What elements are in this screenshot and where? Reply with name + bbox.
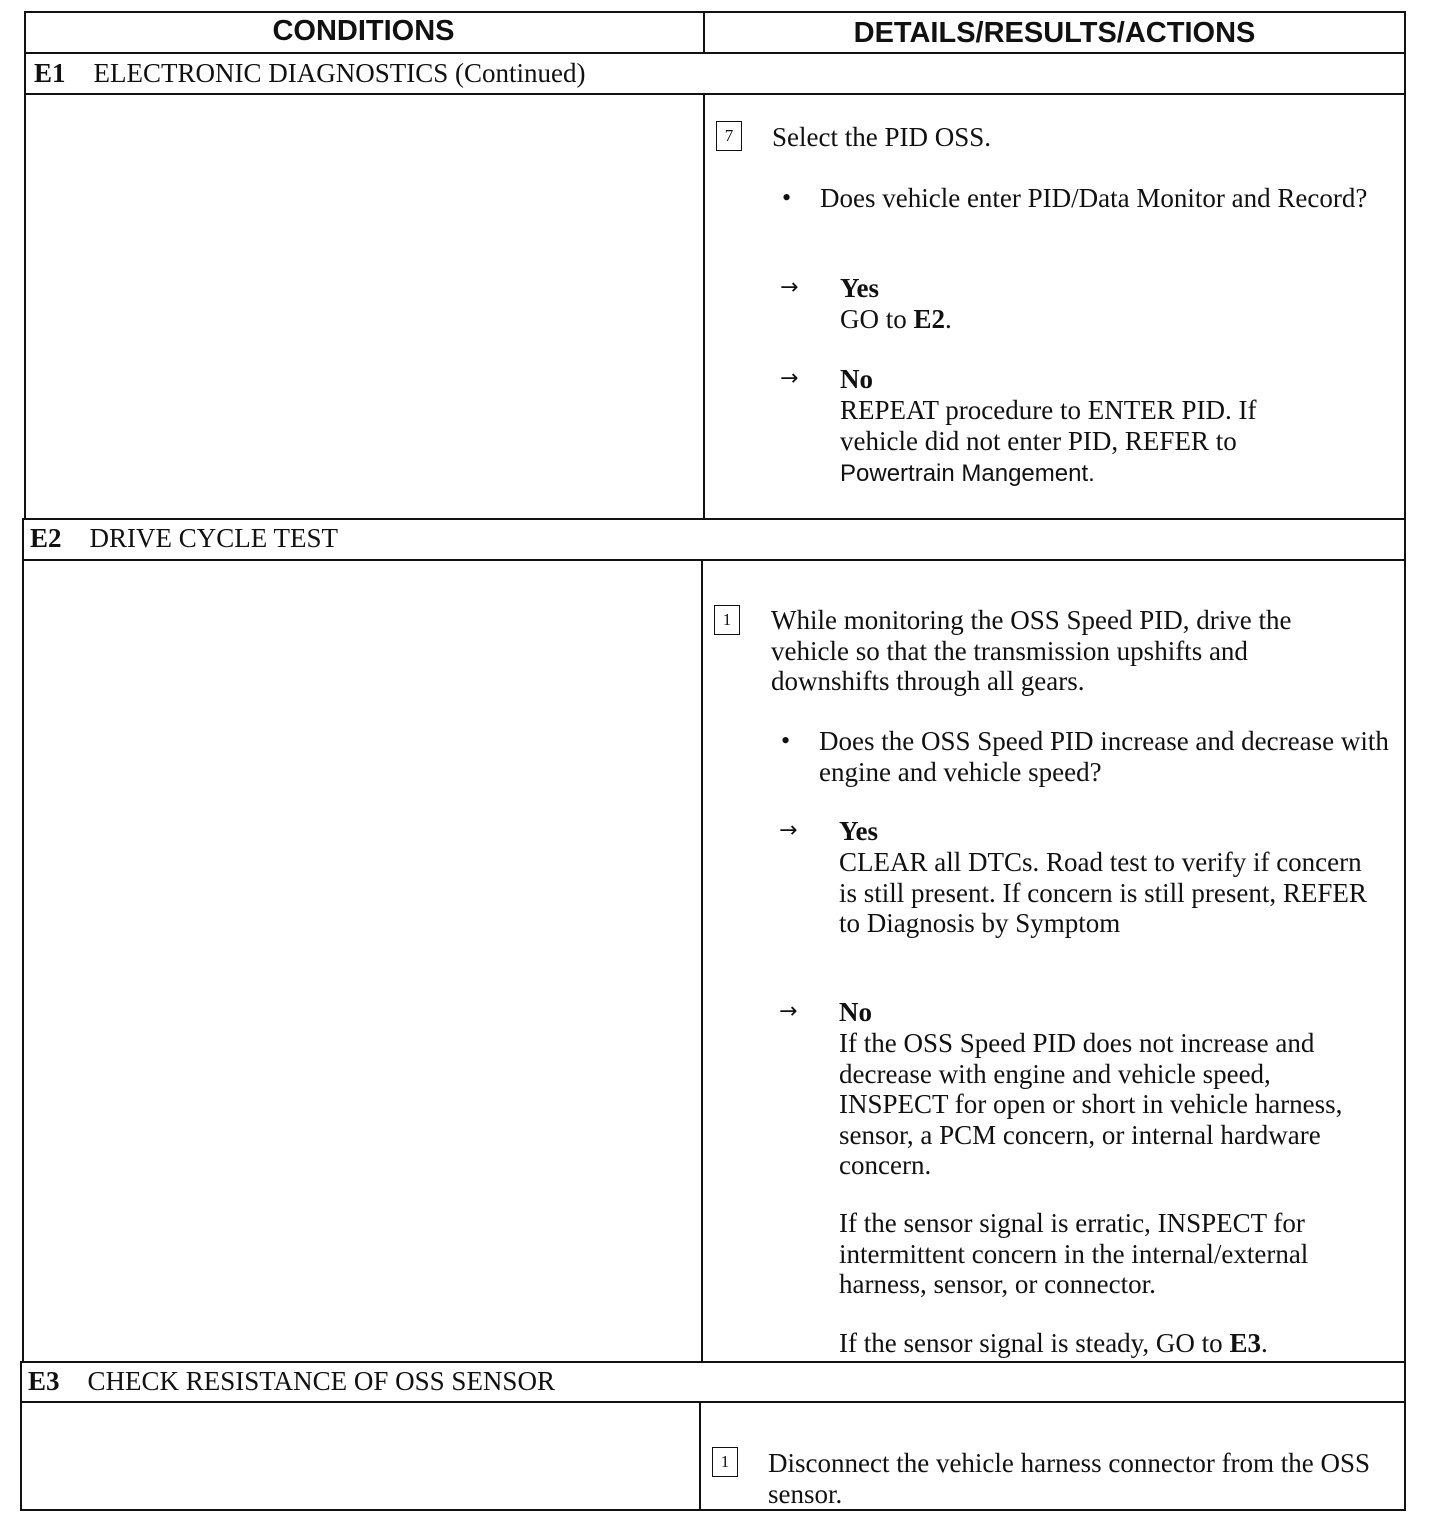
e3-step-text: Disconnect the vehicle harness connector from the OSS sensor. — [768, 1448, 1371, 1509]
e1-title: ELECTRONIC DIAGNOSTICS (Continued) — [93, 58, 586, 88]
e2-title-bottom-border — [22, 559, 1406, 561]
column-divider-e1 — [703, 93, 705, 520]
e1-step-number-box: 7 — [716, 121, 742, 151]
e1-yes-text-prefix: GO to — [840, 304, 914, 334]
e1-yes-arrow-icon: → — [780, 275, 799, 300]
e3-section-title — [28, 1362, 555, 1400]
e2-no-text-2: If the sensor signal is erratic, INSPECT for intermittent concern in the internal/external harness, sensor, or connector. — [839, 1208, 1309, 1299]
e1-no-ref: Powertrain Mangement. — [840, 460, 1095, 487]
e1-yes-label: Yes — [840, 273, 879, 303]
e2-yes-label: Yes — [839, 816, 878, 846]
left-border-2 — [22, 518, 24, 1363]
table-bottom-border — [20, 1509, 1406, 1511]
e1-code: E1 — [34, 58, 66, 88]
column-divider-e3 — [699, 1401, 701, 1511]
e1-no-text: REPEAT procedure to ENTER PID. If vehicle did not enter PID, REFER to — [840, 395, 1257, 456]
e2-no-text-3-ref: E3 — [1229, 1328, 1261, 1358]
e3-title-bottom-border — [20, 1401, 1406, 1403]
e1-section-title — [34, 54, 586, 92]
e1-yes-ref: E2 — [913, 304, 946, 334]
e1-question: Does vehicle enter PID/Data Monitor and Record? — [820, 183, 1368, 213]
e2-title: DRIVE CYCLE TEST — [89, 523, 339, 553]
e2-question-bullet: • — [781, 726, 791, 755]
e1-no-arrow-icon: → — [780, 366, 799, 391]
e3-step-number-box: 1 — [712, 1447, 738, 1477]
e3-title: CHECK RESISTANCE OF OSS SENSOR — [87, 1366, 555, 1396]
e2-code: E2 — [30, 523, 62, 553]
conditions-header: CONDITIONS — [272, 15, 455, 47]
details-header: DETAILS/RESULTS/ACTIONS — [853, 17, 1256, 49]
e3-code: E3 — [28, 1366, 60, 1396]
e2-no-text-3 — [839, 1328, 1379, 1359]
e1-step-text: Select the PID OSS. — [772, 122, 991, 152]
e1-question-bullet: • — [782, 183, 792, 212]
e2-section-title — [30, 519, 338, 557]
e1-yes-text-suffix: . — [945, 304, 952, 334]
left-border-1 — [24, 11, 26, 520]
e1-yes-text — [840, 304, 1380, 335]
e1-no-label: No — [840, 364, 873, 394]
column-divider-e2 — [701, 559, 703, 1363]
left-border-3 — [20, 1361, 22, 1511]
e2-no-arrow-icon: → — [779, 999, 798, 1024]
e2-no-text-3-prefix: If the sensor signal is steady, GO to — [839, 1328, 1230, 1358]
e2-step-number-box: 1 — [714, 605, 740, 635]
e2-step-text: While monitoring the OSS Speed PID, drive the vehicle so that the transmission upshifts and downshifts through all gears. — [771, 605, 1292, 696]
e2-no-text-3-suffix: . — [1260, 1328, 1268, 1358]
e2-yes-arrow-icon: → — [779, 818, 798, 843]
e2-question: Does the OSS Speed PID increase and decrease with engine and vehicle speed? — [819, 726, 1389, 787]
e1-title-bottom-border — [24, 93, 1406, 95]
right-border — [1404, 11, 1406, 1511]
e2-no-text-1: If the OSS Speed PID does not increase and decrease with engine and vehicle speed, INSPECT for open or short in vehicle harness, sensor, a PCM concern, or internal hardware concern. — [839, 1028, 1343, 1180]
e2-yes-text: CLEAR all DTCs. Road test to verify if concern is still present. If concern is still present, REFER to Diagnosis by Symptom — [839, 847, 1367, 938]
e2-no-label: No — [839, 997, 872, 1027]
